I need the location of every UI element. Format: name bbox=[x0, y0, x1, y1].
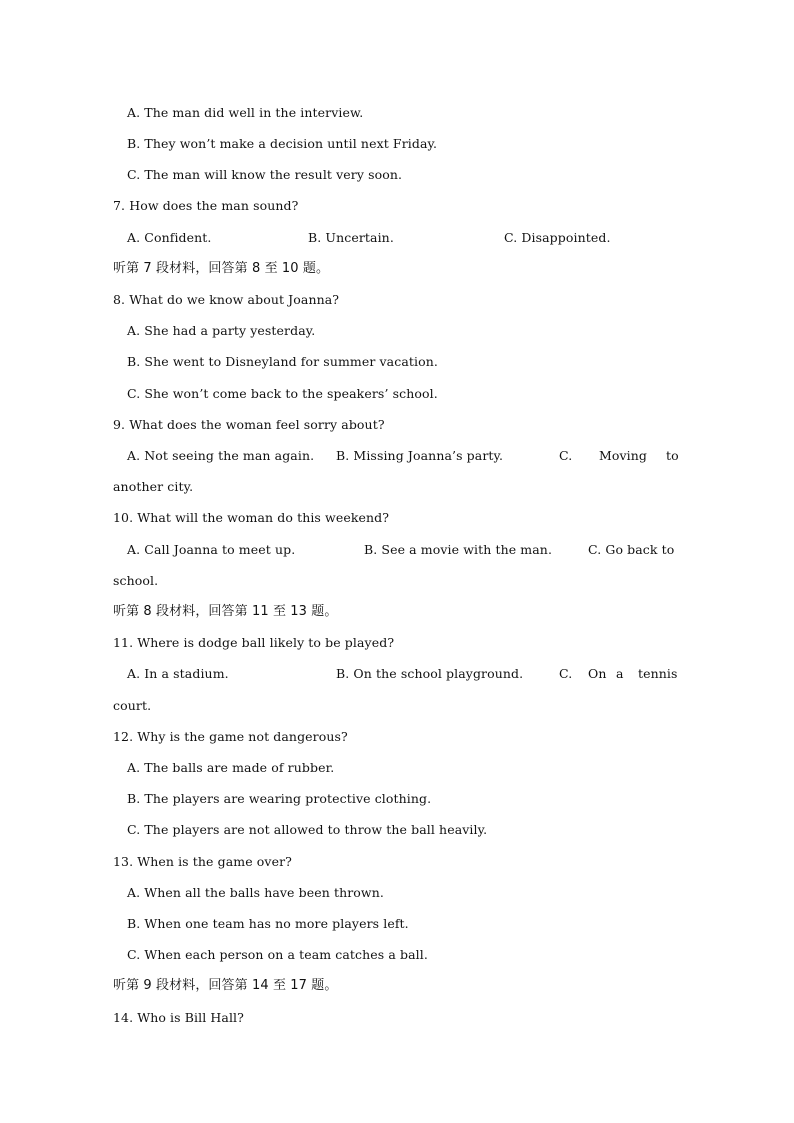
q8-option-a: A. She had a party yesterday. bbox=[127, 323, 316, 338]
q9-option-c-word2: to bbox=[666, 448, 679, 463]
q11-option-b: B. On the school playground. bbox=[336, 666, 524, 681]
q14-question: 14. Who is Bill Hall? bbox=[113, 1010, 244, 1025]
q8-question: 8. What do we know about Joanna? bbox=[113, 292, 340, 307]
q11-option-c-word1: On bbox=[588, 666, 607, 681]
q10-option-c: C. Go back to bbox=[588, 542, 675, 557]
q7-option-a: A. Confident. bbox=[127, 230, 212, 245]
q11-option-a: A. In a stadium. bbox=[127, 666, 229, 681]
q12-option-a: A. The balls are made of rubber. bbox=[127, 760, 335, 775]
q13-option-c: C. When each person on a team catches a ball. bbox=[127, 947, 428, 962]
q7-option-b: B. Uncertain. bbox=[308, 230, 394, 245]
q13-option-a: A. When all the balls have been thrown. bbox=[127, 885, 384, 900]
q13-question: 13. When is the game over? bbox=[113, 854, 292, 869]
q13-option-b: B. When one team has no more players left. bbox=[127, 916, 409, 931]
q6-option-b: B. They won’t make a decision until next Friday. bbox=[127, 136, 438, 151]
q9-option-c-continued: another city. bbox=[113, 479, 194, 494]
q9-question: 9. What does the woman feel sorry about? bbox=[113, 417, 385, 432]
q11-option-c-word2: a bbox=[616, 666, 624, 681]
q10-option-c-continued: school. bbox=[113, 573, 159, 588]
q6-option-c: C. The man will know the result very soon. bbox=[127, 167, 403, 182]
q9-option-b: B. Missing Joanna’s party. bbox=[336, 448, 504, 463]
q7-question: 7. How does the man sound? bbox=[113, 198, 299, 213]
section-heading-7: 听第 7 段材料，回答第 8 至 10 题。 bbox=[113, 261, 330, 276]
q11-question: 11. Where is dodge ball likely to be played? bbox=[113, 635, 395, 650]
q7-option-c: C. Disappointed. bbox=[504, 230, 611, 245]
q9-option-a: A. Not seeing the man again. bbox=[127, 448, 315, 463]
q12-option-c: C. The players are not allowed to throw the ball heavily. bbox=[127, 822, 488, 837]
section-heading-8: 听第 8 段材料，回答第 11 至 13 题。 bbox=[113, 604, 338, 619]
q11-option-c-continued: court. bbox=[113, 698, 152, 713]
q9-option-c-word1: Moving bbox=[599, 448, 648, 463]
q10-option-b: B. See a movie with the man. bbox=[364, 542, 553, 557]
q10-option-a: A. Call Joanna to meet up. bbox=[127, 542, 296, 557]
q10-question: 10. What will the woman do this weekend? bbox=[113, 510, 390, 525]
q8-option-c: C. She won’t come back to the speakers’ school. bbox=[127, 386, 438, 401]
q8-option-b: B. She went to Disneyland for summer vacation. bbox=[127, 354, 438, 369]
q12-question: 12. Why is the game not dangerous? bbox=[113, 729, 348, 744]
q12-option-b: B. The players are wearing protective clothing. bbox=[127, 791, 432, 806]
q9-option-c-label: C. bbox=[559, 448, 573, 463]
section-heading-9: 听第 9 段材料，回答第 14 至 17 题。 bbox=[113, 978, 338, 993]
q11-option-c-word3: tennis bbox=[638, 666, 678, 681]
q6-option-a: A. The man did well in the interview. bbox=[127, 105, 364, 120]
q11-option-c-label: C. bbox=[559, 666, 573, 681]
